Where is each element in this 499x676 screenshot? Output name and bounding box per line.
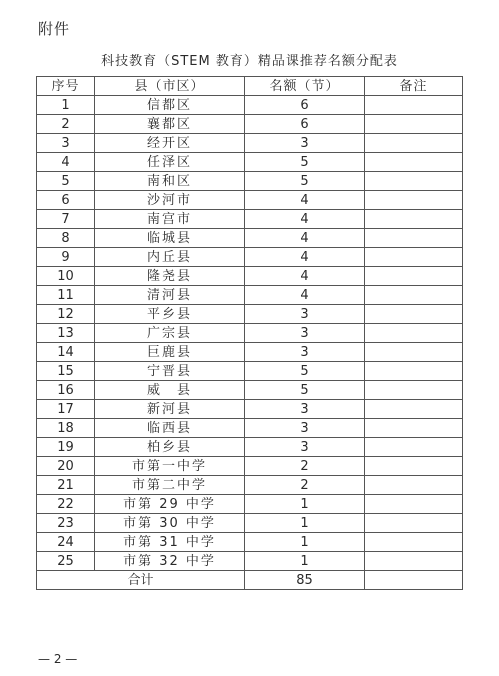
table-row [37,210,463,229]
county-cell: 巨鹿县 [95,343,245,362]
note-cell [365,552,463,571]
table-row [37,115,463,134]
column-header-quota: 名额（节） [245,77,365,96]
quota-cell: 2 [245,457,365,476]
quota-cell: 3 [245,305,365,324]
quota-cell: 5 [245,381,365,400]
county-cell: 市第二中学 [95,476,245,495]
total-quota: 85 [245,571,365,590]
county-cell: 临西县 [95,419,245,438]
table-row [37,419,463,438]
note-cell [365,514,463,533]
table-row [37,305,463,324]
note-cell [365,381,463,400]
quota-cell: 3 [245,343,365,362]
total-note [365,571,463,590]
row-number-cell: 23 [37,514,95,533]
quota-cell: 1 [245,533,365,552]
row-number-cell: 12 [37,305,95,324]
row-number-cell: 21 [37,476,95,495]
table-row [37,343,463,362]
table-row [37,438,463,457]
note-cell [365,96,463,115]
row-number-cell: 19 [37,438,95,457]
note-cell [365,324,463,343]
row-number-cell: 1 [37,96,95,115]
county-cell: 宁晋县 [95,362,245,381]
table-row [37,134,463,153]
row-number-cell: 11 [37,286,95,305]
row-number-cell: 5 [37,172,95,191]
note-cell [365,305,463,324]
quota-cell: 1 [245,552,365,571]
note-cell [365,172,463,191]
row-number-cell: 22 [37,495,95,514]
county-cell: 经开区 [95,134,245,153]
row-number-cell: 20 [37,457,95,476]
quota-cell: 4 [245,229,365,248]
quota-cell: 1 [245,514,365,533]
quota-cell: 5 [245,153,365,172]
table-row [37,267,463,286]
page-number: — 2 — [38,652,78,666]
row-number-cell: 2 [37,115,95,134]
table-row [37,191,463,210]
row-number-cell: 7 [37,210,95,229]
note-cell [365,476,463,495]
table-row [37,96,463,115]
table-row [37,457,463,476]
quota-cell: 3 [245,134,365,153]
quota-cell: 5 [245,172,365,191]
quota-cell: 6 [245,96,365,115]
table-row [37,153,463,172]
row-number-cell: 4 [37,153,95,172]
county-cell: 威 县 [95,381,245,400]
table-row [37,552,463,571]
column-header-number: 序号 [37,77,95,96]
row-number-cell: 15 [37,362,95,381]
quota-cell: 4 [245,248,365,267]
row-number-cell: 17 [37,400,95,419]
county-cell: 南和区 [95,172,245,191]
county-cell: 清河县 [95,286,245,305]
note-cell [365,286,463,305]
quota-cell: 6 [245,115,365,134]
note-cell [365,400,463,419]
quota-cell: 1 [245,495,365,514]
county-cell: 南宫市 [95,210,245,229]
column-header-notes: 备注 [365,77,463,96]
table-row [37,381,463,400]
note-cell [365,210,463,229]
total-label: 合计 [37,571,245,590]
quota-cell: 4 [245,210,365,229]
table-row [37,514,463,533]
row-number-cell: 14 [37,343,95,362]
county-cell: 市第一中学 [95,457,245,476]
row-number-cell: 24 [37,533,95,552]
note-cell [365,191,463,210]
row-number-cell: 3 [37,134,95,153]
note-cell [365,229,463,248]
row-number-cell: 10 [37,267,95,286]
note-cell [365,267,463,286]
county-cell: 信都区 [95,96,245,115]
quota-cell: 3 [245,324,365,343]
quota-cell: 2 [245,476,365,495]
county-cell: 市第 31 中学 [95,533,245,552]
quota-cell: 3 [245,419,365,438]
note-cell [365,248,463,267]
county-cell: 市第 29 中学 [95,495,245,514]
quota-allocation-table [36,76,463,590]
county-cell: 广宗县 [95,324,245,343]
note-cell [365,495,463,514]
document-title: 科技教育（STEM 教育）精品课推荐名额分配表 [101,54,398,69]
county-cell: 内丘县 [95,248,245,267]
table-row [37,495,463,514]
row-number-cell: 18 [37,419,95,438]
table-row [37,172,463,191]
county-cell: 平乡县 [95,305,245,324]
attachment-label: 附件 [38,20,71,38]
note-cell [365,438,463,457]
note-cell [365,115,463,134]
row-number-cell: 8 [37,229,95,248]
total-row [37,571,463,590]
row-number-cell: 16 [37,381,95,400]
row-number-cell: 25 [37,552,95,571]
county-cell: 襄都区 [95,115,245,134]
table-row [37,533,463,552]
table-row [37,248,463,267]
county-cell: 市第 30 中学 [95,514,245,533]
note-cell [365,153,463,172]
quota-cell: 3 [245,400,365,419]
note-cell [365,343,463,362]
quota-cell: 4 [245,191,365,210]
row-number-cell: 9 [37,248,95,267]
county-cell: 隆尧县 [95,267,245,286]
county-cell: 临城县 [95,229,245,248]
county-cell: 任泽区 [95,153,245,172]
row-number-cell: 13 [37,324,95,343]
quota-cell: 4 [245,267,365,286]
note-cell [365,457,463,476]
county-cell: 市第 32 中学 [95,552,245,571]
table-row [37,400,463,419]
table-row [37,229,463,248]
note-cell [365,533,463,552]
column-header-county: 县（市区） [95,77,245,96]
table-row [37,324,463,343]
table-row [37,362,463,381]
quota-cell: 4 [245,286,365,305]
note-cell [365,419,463,438]
county-cell: 柏乡县 [95,438,245,457]
quota-cell: 5 [245,362,365,381]
county-cell: 沙河市 [95,191,245,210]
quota-cell: 3 [245,438,365,457]
table-header-row [37,77,463,96]
table-row [37,286,463,305]
row-number-cell: 6 [37,191,95,210]
note-cell [365,134,463,153]
county-cell: 新河县 [95,400,245,419]
table-row [37,476,463,495]
table-body [37,96,463,571]
note-cell [365,362,463,381]
